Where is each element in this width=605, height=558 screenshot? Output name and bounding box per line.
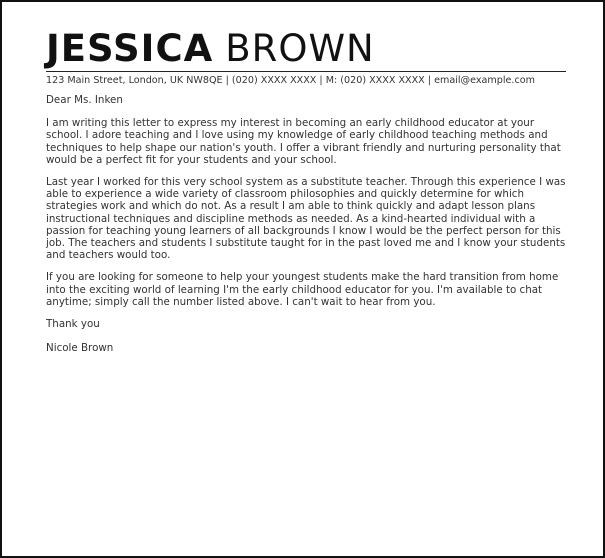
paragraph-experience: Last year I worked for this very school system as a substitute teacher. Through this experience I was able to experience a wide variety of classroom philosophies and quickly determine for which strategies work and which do not. As a result I am able to think quickly and adapt lesson plans instructional techniques and discipline methods as needed. As a kind-hearted individual with a passion for teaching young learners of all backgrounds I know I would be the perfect person for this job. The teachers and students I substitute taught for in the past loved me and I know your students and teachers would too. [46,176,566,262]
first-name: JESSICA [46,27,214,70]
header-divider [46,71,566,72]
letter-body [46,94,566,364]
letterhead [46,27,566,86]
paragraph-conclusion: If you are looking for someone to help your youngest students make the hard transition from home into the exciting world of learning I'm the early childhood educator for you. I'm available to chat anytime; simply call the number listed above. I can't wait to hear from you. [46,271,559,308]
closing: Thank you [46,318,100,331]
applicant-name [46,27,566,70]
last-name: BROWN [225,27,375,70]
salutation: Dear Ms. Inken [46,94,123,106]
contact-line: 123 Main Street, London, UK NW8QE | (020) XXXX XXXX | M: (020) XXXX XXXX | email@example.com [46,75,535,86]
paragraph-intro: I am writing this letter to express my interest in becoming an early childhood educator at your school. I adore teaching and I love using my knowledge of early childhood teaching methods and techniques to help shape our nation's youth. I offer a vibrant friendly and nurturing personality that would be a perfect fit for your students and your school. [46,117,561,166]
signature: Nicole Brown [46,342,114,355]
